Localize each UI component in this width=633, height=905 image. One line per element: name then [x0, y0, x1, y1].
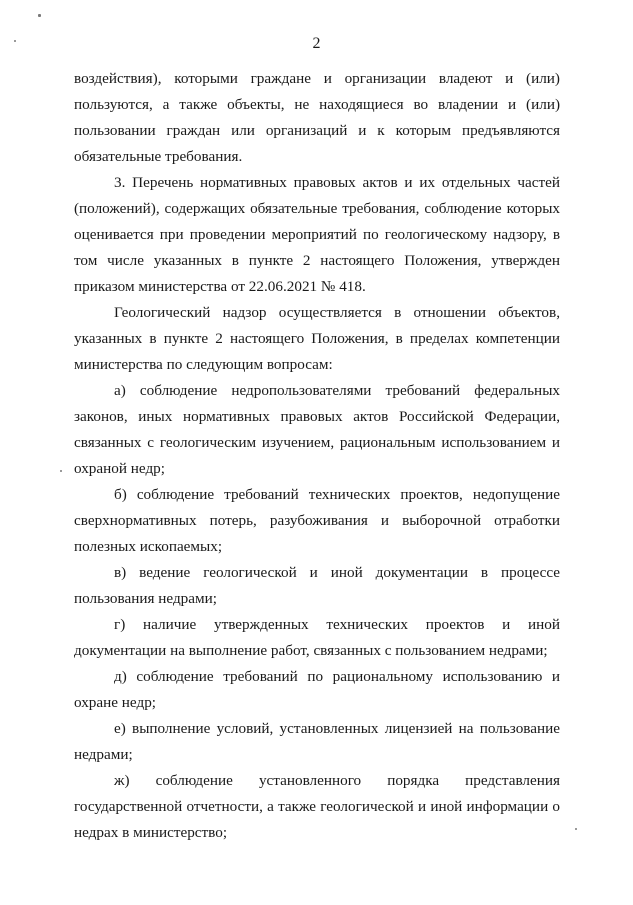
- list-item-a: а) соблюдение недропользователями требований федеральных законов, иных нормативных правовых актов Российской Федерации, связанных с геологическим изучением, рациональным использованием и охраной недр;: [74, 382, 560, 477]
- document-body: [74, 66, 560, 846]
- list-item-g: г) наличие утвержденных технических проектов и иной документации на выполнение работ, связанных с пользованием недрами;: [74, 616, 560, 659]
- page-number: 2: [312, 35, 321, 52]
- scan-speck: [575, 828, 577, 830]
- list-item-b: б) соблюдение требований технических проектов, недопущение сверхнормативных потерь, разубоживания и выборочной отработки полезных ископаемых;: [74, 486, 560, 555]
- paragraph-item-3: 3. Перечень нормативных правовых актов и их отдельных частей (положений), содержащих обязательные требования, соблюдение которых оценивается при проведении мероприятий по геологическому надзору, в том числе указанных в пункте 2 настоящего Положения, утвержден приказом министерства от 22.06.2021 № 418.: [74, 174, 560, 295]
- paragraph-scope-intro: Геологический надзор осуществляется в отношении объектов, указанных в пункте 2 настоящего Положения, в пределах компетенции министерства по следующим вопросам:: [74, 304, 560, 373]
- paragraph-continuation: воздействия), которыми граждане и организации владеют и (или) пользуются, а также объекты, не находящиеся во владении и (или) пользовании граждан или организаций и к которым предъявляются обязательные требования.: [74, 70, 560, 165]
- list-item-e: е) выполнение условий, установленных лицензией на пользование недрами;: [74, 720, 560, 763]
- list-item-d: д) соблюдение требований по рациональному использованию и охране недр;: [74, 668, 560, 711]
- list-item-zh: ж) соблюдение установленного порядка представления государственной отчетности, а также геологической и иной информации о недрах в министерство;: [74, 772, 560, 841]
- list-item-v: в) ведение геологической и иной документации в процессе пользования недрами;: [74, 564, 560, 607]
- scan-speck: [60, 470, 62, 472]
- scan-speck: [38, 14, 41, 17]
